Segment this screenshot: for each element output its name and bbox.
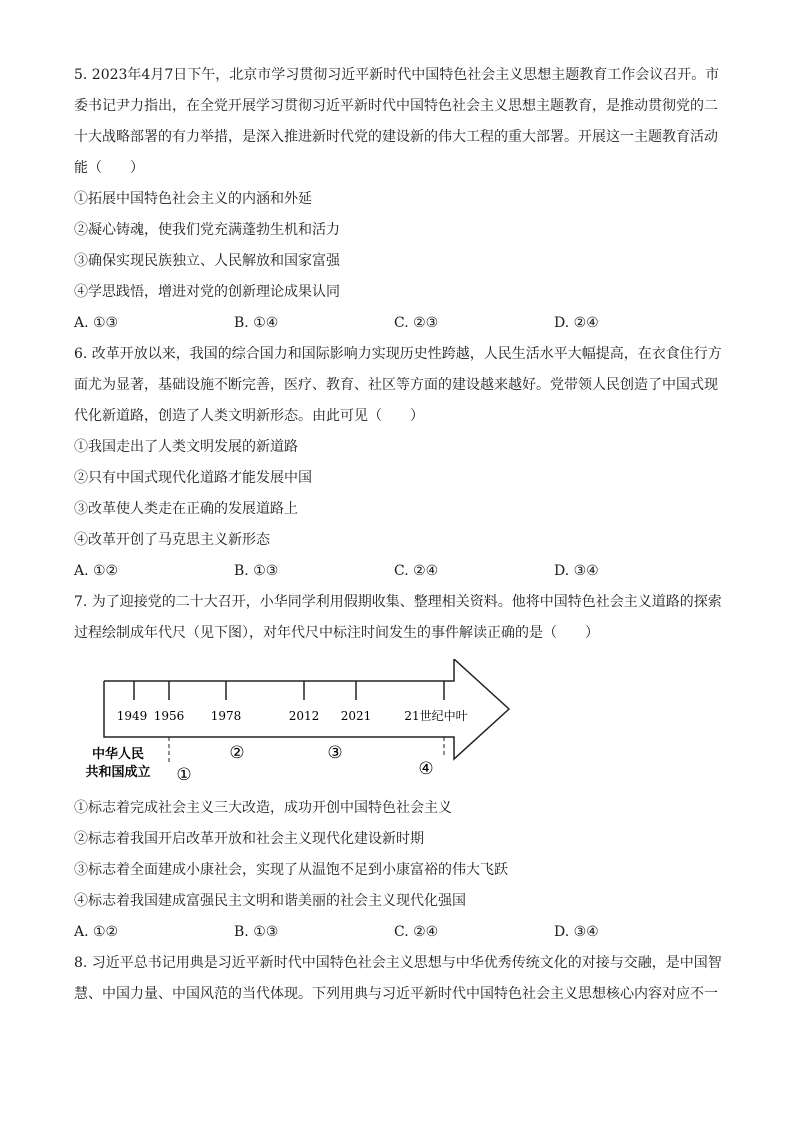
q7-statement: ②标志着我国开启改革开放和社会主义现代化建设新时期 xyxy=(74,831,424,847)
q7-statement: ④标志着我国建成富强民主文明和谐美丽的社会主义现代化强国 xyxy=(74,893,466,909)
q6-option-c: C. ②④ xyxy=(394,563,439,579)
question-8 xyxy=(74,948,724,1010)
marker-2: ② xyxy=(229,743,245,763)
q7-option-b: B. ①③ xyxy=(234,924,279,940)
q7-option-d: D. ③④ xyxy=(554,924,599,940)
q5-statement: ③确保实现民族独立、人民解放和国家富强 xyxy=(74,253,340,269)
q6-stem-line: 面尤为显著，基础设施不断完善，医疗、教育、社区等方面的建设越来越好。党带领人民创造了中国式现 xyxy=(74,377,718,393)
year-label: 1956 xyxy=(153,709,185,723)
q6-statement: ③改革使人类走在正确的发展道路上 xyxy=(74,501,298,517)
year-label: 21世纪中叶 xyxy=(404,709,468,723)
q5-stem-line: 十大战略部署的有力举措，是深入推进新时代党的建设新的伟大工程的重大部署。开展这一主题教育活动 xyxy=(74,129,718,145)
q5-statement: ④学思践悟，增进对党的创新理论成果认同 xyxy=(74,284,340,300)
event-label: 中华人民 xyxy=(91,747,145,762)
q7-option-a: A. ①② xyxy=(74,924,119,940)
q7-options xyxy=(74,917,724,948)
q6-option-b: B. ①③ xyxy=(234,563,279,579)
year-label: 2021 xyxy=(340,709,372,723)
q6-statement: ①我国走出了人类文明发展的新道路 xyxy=(74,439,298,455)
q5-option-b: B. ①④ xyxy=(234,315,279,331)
year-label: 1978 xyxy=(210,709,242,723)
exam-page xyxy=(74,60,724,1010)
question-7 xyxy=(74,587,724,948)
q7-stem-line: 7. 为了迎接党的二十大召开，小华同学利用假期收集、整理相关资料。他将中国特色社会主义道路的探索 xyxy=(74,594,722,610)
q6-stem-line: 6. 改革开放以来，我国的综合国力和国际影响力实现历史性跨越，人民生活水平大幅提高，在衣食住行方 xyxy=(74,346,722,362)
q8-stem-line: 慧、中国力量、中国风范的当代体现。下列用典与习近平新时代中国特色社会主义思想核心内容对应不一 xyxy=(74,986,718,1002)
q5-stem-line: 委书记尹力指出，在全党开展学习贯彻习近平新时代中国特色社会主义思想主题教育，是推动贯彻党的二 xyxy=(74,98,718,114)
q5-stem-line: 能（ ） xyxy=(74,160,144,176)
q5-option-c: C. ②③ xyxy=(394,315,439,331)
q6-option-a: A. ①② xyxy=(74,563,119,579)
question-6 xyxy=(74,339,724,587)
q8-stem-line: 8. 习近平总书记用典是习近平新时代中国特色社会主义思想与中华优秀传统文化的对接与交融，是中国智 xyxy=(74,955,722,971)
q6-stem-line: 代化新道路，创造了人类文明新形态。由此可见（ ） xyxy=(74,408,424,424)
q5-option-d: D. ②④ xyxy=(554,315,599,331)
q5-stem-line: 5. 2023年4月7日下午，北京市学习贯彻习近平新时代中国特色社会主义思想主题教育工作会议召开。市 xyxy=(74,67,720,83)
q7-statement: ③标志着全面建成小康社会，实现了从温饱不足到小康富裕的伟大飞跃 xyxy=(74,862,508,878)
marker-1: ① xyxy=(176,765,192,785)
q5-statement: ②凝心铸魂，使我们党充满蓬勃生机和活力 xyxy=(74,222,340,238)
marker-4: ④ xyxy=(418,759,434,779)
q7-option-c: C. ②④ xyxy=(394,924,439,940)
q6-statement: ②只有中国式现代化道路才能发展中国 xyxy=(74,470,312,486)
q6-options xyxy=(74,556,724,587)
q7-stem-line: 过程绘制成年代尺（见下图），对年代尺中标注时间发生的事件解读正确的是（ ） xyxy=(74,625,599,641)
timeline-svg xyxy=(74,659,524,789)
q6-option-d: D. ③④ xyxy=(554,563,599,579)
timeline-figure xyxy=(74,659,724,789)
q6-statement: ④改革开创了马克思主义新形态 xyxy=(74,532,270,548)
question-5 xyxy=(74,60,724,339)
q5-option-a: A. ①③ xyxy=(74,315,119,331)
year-label: 1949 xyxy=(116,709,148,723)
year-label: 2012 xyxy=(288,709,320,723)
q7-statement: ①标志着完成社会主义三大改造，成功开创中国特色社会主义 xyxy=(74,800,452,816)
event-label: 共和国成立 xyxy=(85,765,151,780)
q5-statement: ①拓展中国特色社会主义的内涵和外延 xyxy=(74,191,312,207)
marker-3: ③ xyxy=(327,743,343,763)
q5-options xyxy=(74,308,724,339)
